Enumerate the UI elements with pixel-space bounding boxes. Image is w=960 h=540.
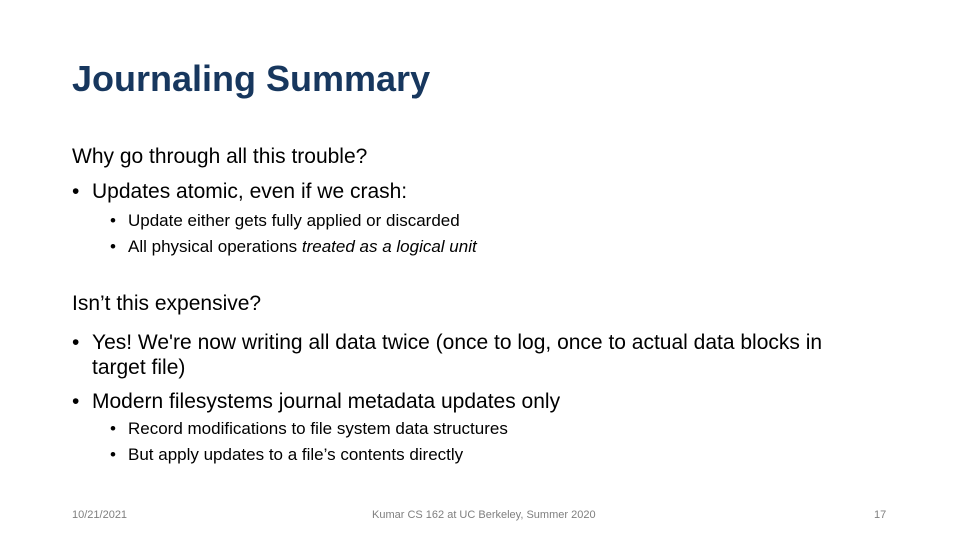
sub-bullet-marker: •	[110, 211, 116, 230]
section2-heading: Isn’t this expensive?	[72, 292, 262, 315]
section1-heading: Why go through all this trouble?	[72, 145, 368, 168]
section1-sub1-text: Update either gets fully applied or discarded	[128, 211, 460, 230]
section2-bullet2-text: Modern filesystems journal metadata updates only	[92, 390, 561, 413]
footer-page-number: 17	[874, 509, 887, 521]
bullet-marker: •	[72, 331, 80, 354]
section1-sub1	[110, 211, 460, 231]
sub-bullet-marker: •	[110, 237, 116, 256]
bullet-marker: •	[72, 390, 80, 413]
section2-bullet2	[72, 390, 560, 414]
section2-sub2	[110, 445, 463, 465]
section2-sub1	[110, 419, 508, 439]
sub-bullet-marker: •	[110, 445, 116, 464]
bullet-marker: •	[72, 180, 80, 203]
section2-bullet1	[72, 330, 852, 380]
section2-sub1-text: Record modifications to file system data structures	[128, 419, 508, 438]
slide-title: Journaling Summary	[72, 58, 431, 99]
section1-sub2-text: All physical operations	[128, 237, 302, 256]
sub-bullet-marker: •	[110, 419, 116, 438]
section2-sub2-text: But apply updates to a file’s contents directly	[128, 445, 464, 464]
section1-bullet-text: Updates atomic, even if we crash:	[92, 180, 408, 203]
footer-center: Kumar CS 162 at UC Berkeley, Summer 2020	[372, 509, 596, 521]
section1-sub2	[110, 237, 477, 257]
section1-bullet	[72, 180, 407, 204]
footer-date: 10/21/2021	[72, 509, 128, 521]
section1-sub2-italic: treated as a logical unit	[301, 237, 477, 256]
section2-bullet1-text: Yes! We're now writing all data twice (once to log, once to actual data blocks in target file)	[92, 331, 823, 379]
